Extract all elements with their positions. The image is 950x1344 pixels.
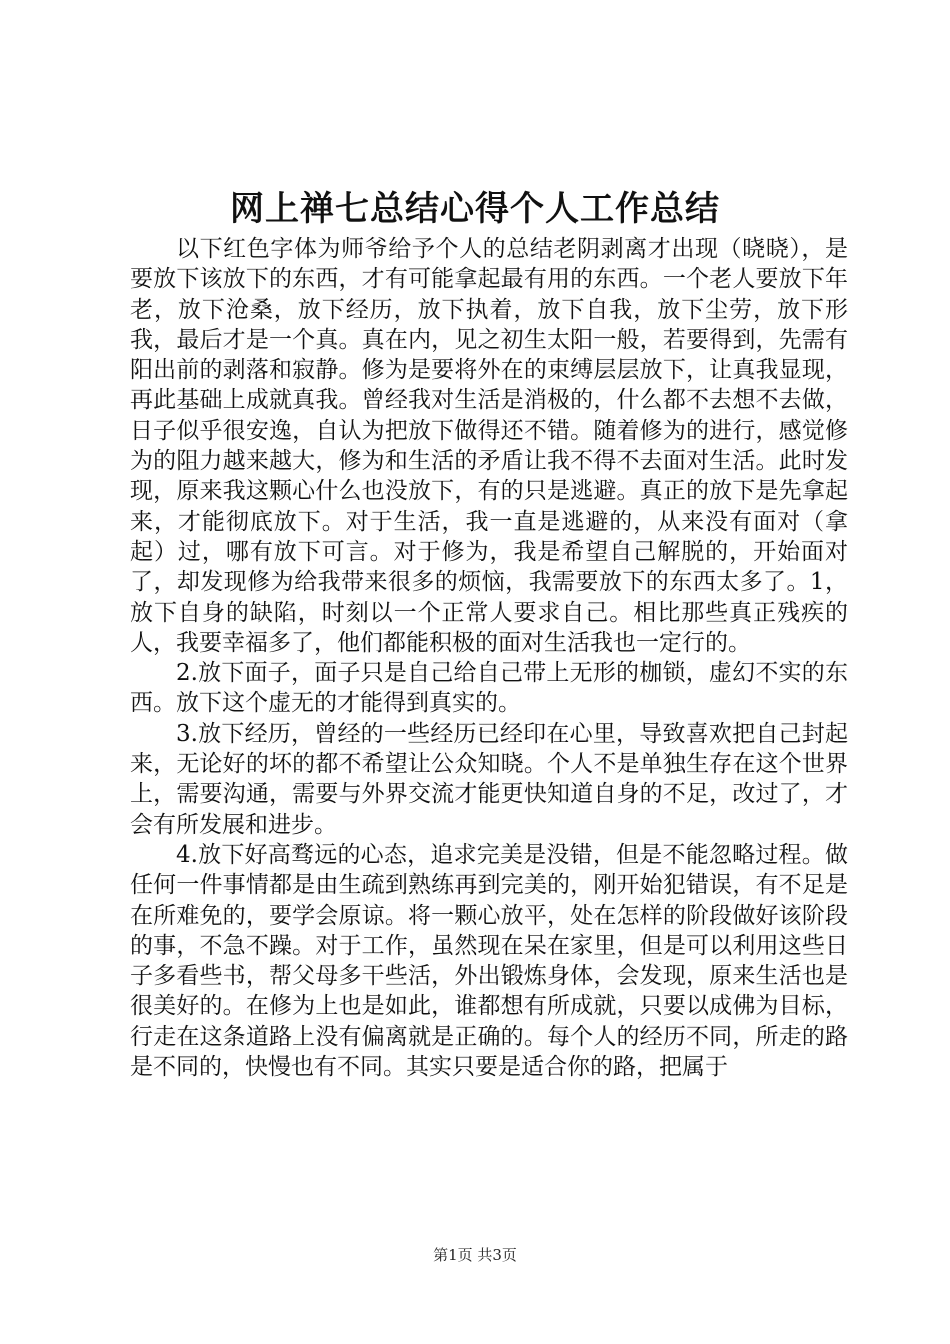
document-body <box>130 234 848 1082</box>
paragraph-1: 以下红色字体为师爷给予个人的总结老阴剥离才出现（晓晓），是要放下该放下的东西，才有可能拿起最有用的东西。一个老人要放下年老，放下沧桑，放下经历，放下执着，放下自我，放下尘劳，放下形我，最后才是一个真。真在内，见之初生太阳一般，若要得到，先需有阳出前的剥落和寂静。修为是要将外在的束缚层层放下，让真我显现，再此基础上成就真我。曾经我对生活是消极的，什么都不去想不去做，日子似乎很安逸，自认为把放下做得还不错。随着修为的进行，感觉修为的阻力越来越大，修为和生活的矛盾让我不得不去面对生活。此时发现，原来我这颗心什么也没放下，有的只是逃避。真正的放下是先拿起来，才能彻底放下。对于生活，我一直是逃避的，从来没有面对（拿起）过，哪有放下可言。对于修为，我是希望自己解脱的，开始面对了，却发现修为给我带来很多的烦恼，我需要放下的东西太多了。1，放下自身的缺陷，时刻以一个正常人要求自己。相比那些真正残疾的人，我要幸福多了，他们都能积极的面对生活我也一定行的。 <box>130 236 848 656</box>
paragraph-3: 3.放下经历，曾经的一些经历已经印在心里，导致喜欢把自己封起来，无论好的坏的都不希望让公众知晓。个人不是单独生存在这个世界上，需要沟通，需要与外界交流才能更快知道自身的不足，改过了，才会有所发展和进步。 <box>130 720 848 838</box>
paragraph-4: 4.放下好高骛远的心态，追求完美是没错，但是不能忽略过程。做任何一件事情都是由生疏到熟练再到完美的，刚开始犯错误，有不足是在所难免的，要学会原谅。将一颗心放平，处在怎样的阶段做好该阶段的事，不急不躁。对于工作，虽然现在呆在家里，但是可以利用这些日子多看些书，帮父母多干些活，外出锻炼身体，会发现，原来生活也是很美好的。在修为上也是如此，谁都想有所成就，只要以成佛为目标，行走在这条道路上没有偏离就是正确的。每个人的经历不同，所走的路是不同的，快慢也有不同。其实只要是适合你的路，把属于 <box>130 841 848 1081</box>
paragraph-2: 2.放下面子，面子只是自己给自己带上无形的枷锁，虚幻不实的东西。放下这个虚无的才能得到真实的。 <box>130 660 848 717</box>
page-number-footer: 第1页 共3页 <box>433 1246 517 1264</box>
document-title: 网上禅七总结心得个人工作总结 <box>230 189 720 229</box>
